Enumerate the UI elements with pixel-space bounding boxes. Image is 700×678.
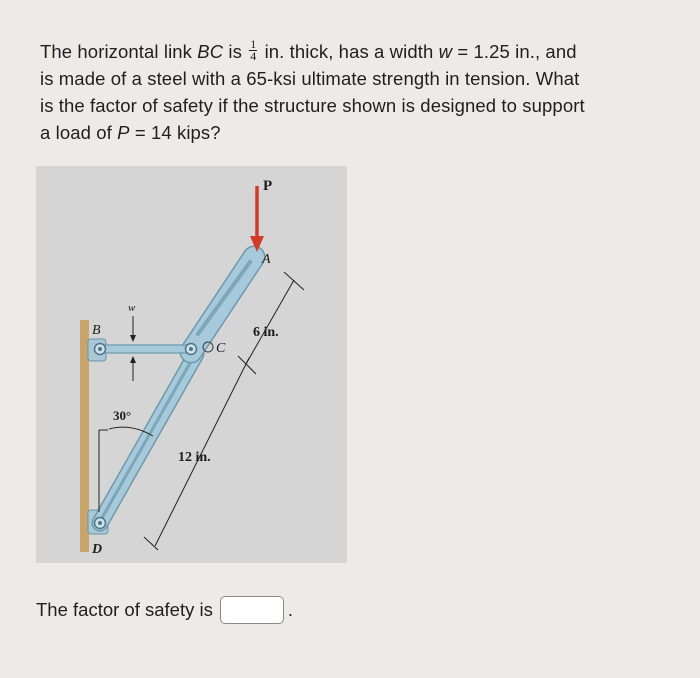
- label-a: A: [262, 252, 271, 267]
- text-segment: a load of: [40, 122, 118, 143]
- label-w: w: [128, 302, 136, 314]
- member-dc-slot: [102, 356, 194, 518]
- link-name: BC: [197, 41, 224, 62]
- dim-6in-tick-mid: [238, 356, 256, 374]
- label-d: D: [92, 542, 103, 557]
- answer-row: [36, 596, 293, 624]
- dim-6in-line: [246, 280, 294, 364]
- text-segment: in. thick, has a width: [259, 41, 439, 62]
- label-angle: 30°: [113, 408, 132, 423]
- problem-line-4: [40, 119, 680, 146]
- pin-b-center: [98, 347, 102, 351]
- text-segment: = 1.25 in., and: [452, 41, 577, 62]
- problem-line-3: is the factor of safety if the structure shown is designed to support: [40, 95, 585, 116]
- problem-line-1: [40, 38, 680, 65]
- w-arrow-bottom: [130, 356, 136, 363]
- label-c: C: [216, 341, 226, 356]
- pin-c-center: [189, 347, 193, 351]
- text-segment: The horizontal link: [40, 41, 198, 62]
- text-segment: is: [223, 41, 248, 62]
- label-12in: 12 in.: [178, 450, 211, 465]
- answer-suffix: .: [287, 599, 293, 620]
- factor-of-safety-input[interactable]: [220, 596, 284, 624]
- label-b: B: [92, 323, 101, 338]
- structure-diagram: [36, 166, 347, 563]
- member-ca-slot: [198, 262, 250, 334]
- dim-6in-tick-top: [284, 272, 304, 290]
- problem-statement: [40, 38, 680, 146]
- structure-figure: [36, 166, 347, 563]
- text-segment: = 14 kips?: [129, 122, 221, 143]
- thickness-fraction: [249, 36, 257, 63]
- label-6in: 6 in.: [253, 325, 279, 340]
- w-arrow-top: [130, 335, 136, 342]
- load-variable: P: [117, 122, 130, 143]
- label-p: P: [263, 178, 273, 194]
- fraction-denominator: 4: [250, 48, 257, 63]
- width-variable: w: [438, 41, 453, 62]
- link-bc: [99, 345, 192, 353]
- problem-line-2: is made of a steel with a 65-ksi ultimate strength in tension. What: [40, 68, 580, 89]
- fraction-numerator: 1: [250, 36, 257, 51]
- answer-prompt: The factor of safety is: [36, 599, 213, 620]
- pin-d-center: [98, 521, 102, 525]
